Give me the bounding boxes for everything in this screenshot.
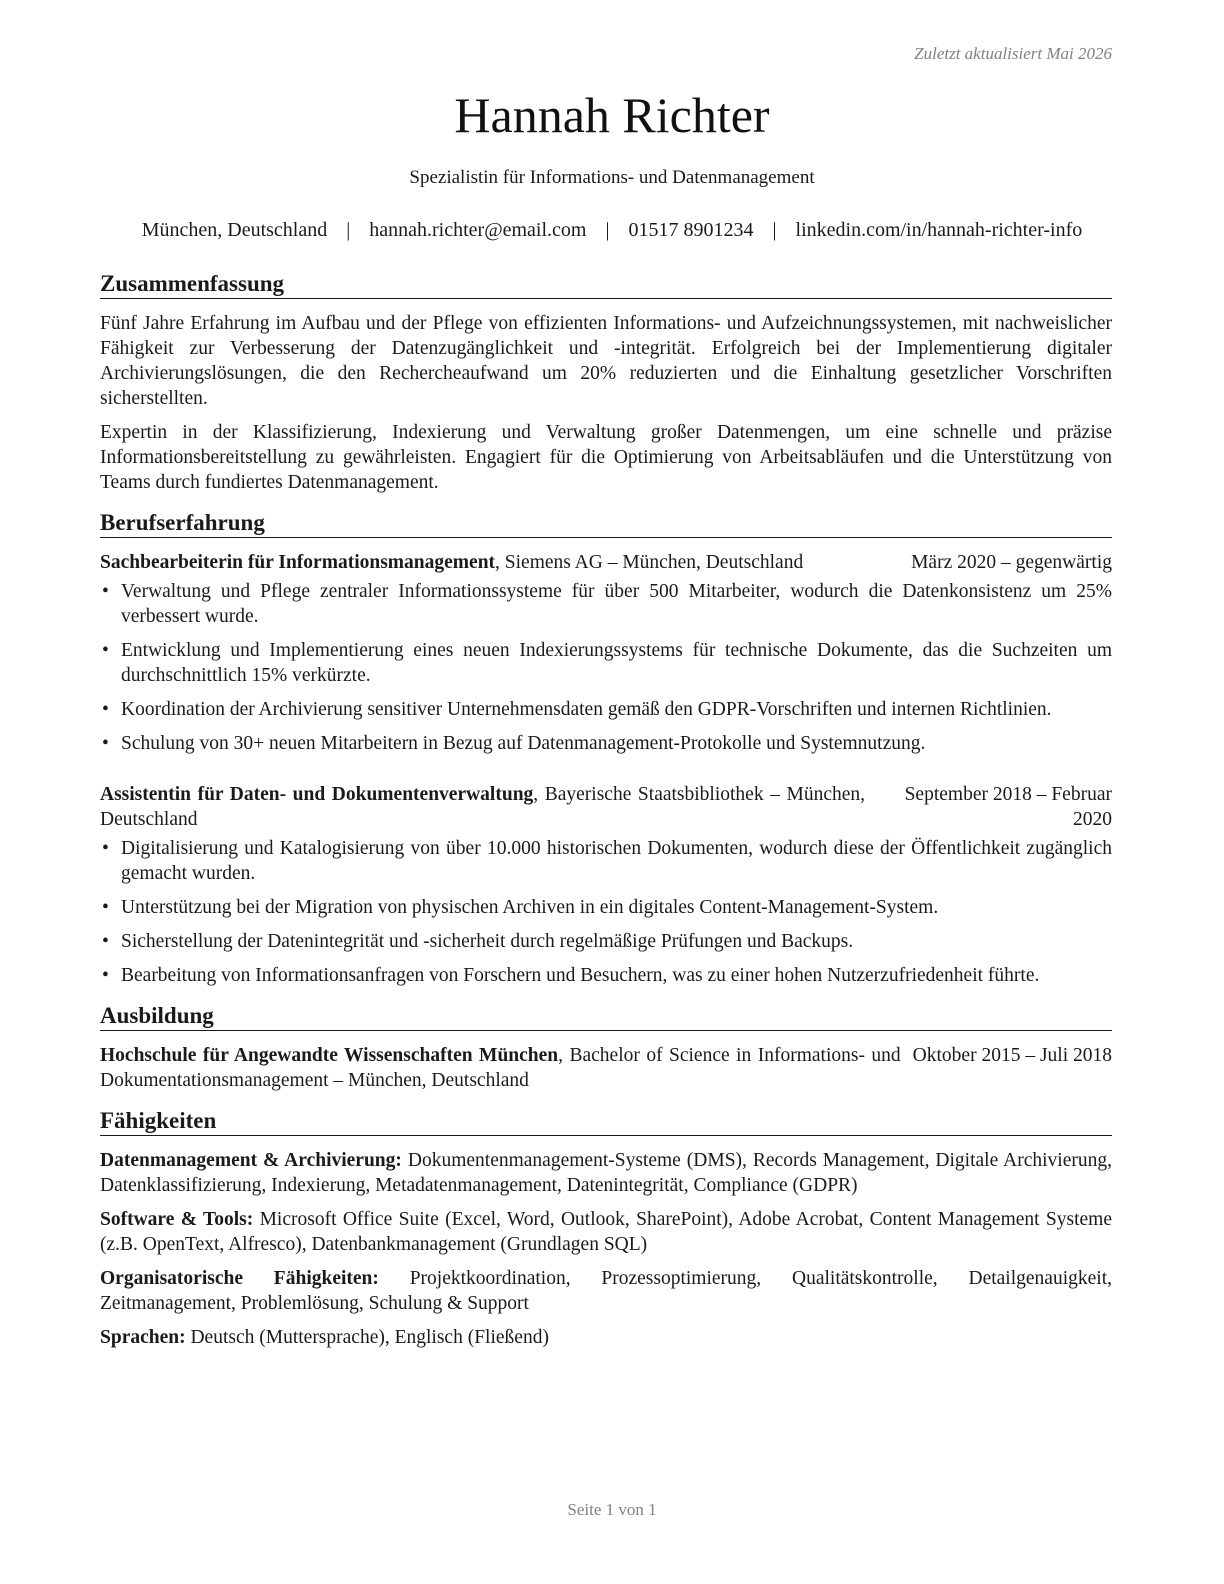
contact-separator: | — [605, 219, 610, 241]
skill-group — [100, 1266, 1112, 1316]
section-title-skills: Fähigkeiten — [100, 1107, 1112, 1136]
job-role: Assistentin für Daten- und Dokumentenverwaltung — [100, 784, 534, 805]
job-subtitle: Spezialistin für Informations- und Datenmanagement — [409, 167, 815, 188]
job-bullet: • Digitalisierung und Katalogisierung von über 10.000 historischen Dokumenten, wodurch diese der Öffentlichkeit zugänglich gemacht wurden. — [100, 836, 1112, 886]
summary-paragraph: Fünf Jahre Erfahrung im Aufbau und der Pflege von effizienten Informations- und Aufzeichnungssystemen, mit nachweislicher Fähigkeit zur Verbesserung der Datenzugänglichkeit und -integrität. Erfolgreich bei der Implementierung digitaler Archivierungslösungen, die den Rechercheaufwand um 20% reduzierten und die Einhaltung gesetzlicher Vorschriften sicherstellten. — [100, 313, 1112, 409]
contact-separator: | — [772, 219, 777, 241]
job-dates: September 2018 – Februar 2020 — [904, 784, 1112, 830]
contact-line — [0, 219, 1224, 242]
summary-section — [100, 270, 1112, 495]
job-header — [100, 550, 1112, 575]
contact-email[interactable]: hannah.richter@email.com — [369, 219, 587, 241]
skill-label: Sprachen: — [100, 1327, 186, 1348]
contact-location: München, Deutschland — [141, 219, 328, 241]
skill-group — [100, 1207, 1112, 1257]
skill-group — [100, 1325, 1112, 1350]
job-role-line — [100, 550, 911, 575]
education-detail: , Bachelor of Science in Informations- und Dokumentationsmanagement – München, Deutschland — [100, 1045, 901, 1091]
job-company: , Bayerische Staatsbibliothek – München, Deutschland — [100, 784, 866, 830]
last-updated: Zuletzt aktualisiert Mai 2026 — [914, 44, 1112, 63]
skill-text: Dokumentenmanagement-Systeme (DMS), Records Management, Digitale Archivierung, Datenklassifizierung, Indexierung, Metadatenmanagement, Datenintegrität, Compliance (GDPR) — [100, 1150, 1112, 1196]
contact-linkedin[interactable]: linkedin.com/in/hannah-richter-info — [795, 219, 1083, 241]
section-title-summary: Zusammenfassung — [100, 270, 1112, 299]
job-header — [100, 782, 1112, 832]
skill-text: Deutsch (Muttersprache), Englisch (Fließend) — [185, 1327, 549, 1348]
skill-label: Datenmanagement & Archivierung: — [100, 1150, 402, 1171]
skill-text: Projektkoordination, Prozessoptimierung, Qualitätskontrolle, Detailgenauigkeit, Zeitmanagement, Problemlösung, Schulung & Support — [100, 1268, 1112, 1314]
section-title-education: Ausbildung — [100, 1002, 1112, 1031]
education-section — [100, 1002, 1112, 1093]
job-company: , Siemens AG – München, Deutschland — [495, 552, 804, 573]
skill-label: Organisatorische Fähigkeiten: — [100, 1268, 379, 1289]
job-bullet: • Sicherstellung der Datenintegrität und -sicherheit durch regelmäßige Prüfungen und Backups. — [100, 929, 1112, 954]
job-dates: März 2020 – gegenwärtig — [911, 552, 1112, 573]
skill-text: Microsoft Office Suite (Excel, Word, Outlook, SharePoint), Adobe Acrobat, Content Management Systeme (z.B. OpenText, Alfresco), Datenbankmanagement (Grundlagen SQL) — [100, 1209, 1112, 1255]
job-bullet: • Schulung von 30+ neuen Mitarbeitern in Bezug auf Datenmanagement-Protokolle und Systemnutzung. — [100, 731, 1112, 756]
education-school: Hochschule für Angewandte Wissenschaften München — [100, 1045, 559, 1066]
job-bullet: • Koordination der Archivierung sensitiver Unternehmensdaten gemäß den GDPR-Vorschriften und internen Richtlinien. — [100, 697, 1112, 722]
job-bullet: • Unterstützung bei der Migration von physischen Archiven in ein digitales Content-Management-System. — [100, 895, 1112, 920]
contact-separator: | — [346, 219, 351, 241]
person-name: Hannah Richter — [454, 87, 770, 143]
skills-section — [100, 1107, 1112, 1350]
education-dates: Oktober 2015 – Juli 2018 — [912, 1045, 1112, 1066]
job-bullet: • Bearbeitung von Informationsanfragen von Forschern und Besuchern, was zu einer hohen Nutzerzufriedenheit führte. — [100, 963, 1112, 988]
skill-group — [100, 1148, 1112, 1198]
job-bullets — [100, 836, 1112, 988]
job-entry — [100, 550, 1112, 756]
section-title-experience: Berufserfahrung — [100, 509, 1112, 538]
contact-phone[interactable]: 01517 8901234 — [628, 219, 754, 241]
job-bullet: • Entwicklung und Implementierung eines neuen Indexierungssystems für technische Dokumente, das die Suchzeiten um durchschnittlich 15% verkürzte. — [100, 638, 1112, 688]
job-role-line — [100, 782, 877, 832]
experience-section — [100, 509, 1112, 988]
job-role: Sachbearbeiterin für Informationsmanagement — [100, 552, 496, 573]
job-entry — [100, 782, 1112, 988]
education-line — [100, 1043, 913, 1093]
education-entry — [100, 1043, 1112, 1093]
resume-content — [100, 270, 1112, 1364]
summary-paragraph: Expertin in der Klassifizierung, Indexierung und Verwaltung großer Datenmengen, um eine schnelle und präzise Informationsbereitstellung zu gewährleisten. Engagiert für die Optimierung von Arbeitsabläufen und die Unterstützung von Teams durch fundiertes Datenmanagement. — [100, 422, 1112, 493]
job-bullet: • Verwaltung und Pflege zentraler Informationssysteme für über 500 Mitarbeiter, wodurch die Datenkonsistenz um 25% verbessert wurde. — [100, 579, 1112, 629]
page-number: Seite 1 von 1 — [567, 1500, 657, 1519]
skill-label: Software & Tools: — [100, 1209, 254, 1230]
job-bullets — [100, 579, 1112, 756]
